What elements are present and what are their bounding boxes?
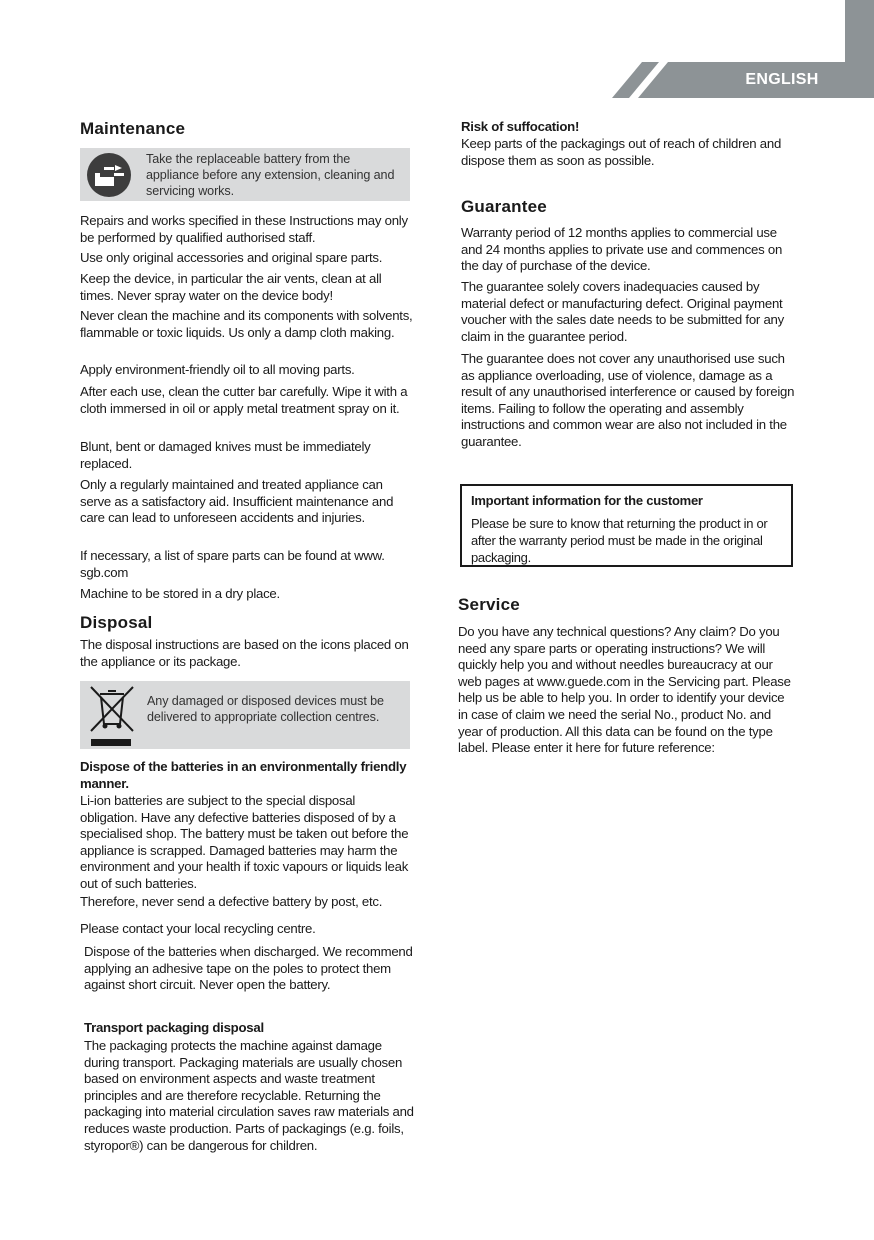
suffocation-text: Keep parts of the packagings out of reach of children and dispose them as soon as possible. [461, 136, 782, 168]
transport-text: The packaging protects the machine against damage during transport. Packaging materials are usually chosen based on environment aspects and waste treatment principles and are therefore recyclable. Returning the packaging into material circulation saves raw materials and reduces waste production. Parts of packagings (e.g. foils, styropor®) can be dangerous for children. [84, 1038, 414, 1153]
discharged-text: Dispose of the batteries when discharged. We recommend applying an adhesive tape on the poles to protect them against short circuit. Never open the battery. [84, 944, 413, 993]
maintenance-title: Maintenance [80, 119, 186, 138]
maintenance-paragraph: Never clean the machine and its components with solvents, flammable or toxic liquids. Us only a damp cloth making. [80, 308, 413, 340]
maintenance-paragraph: After each use, clean the cutter bar carefully. Wipe it with a cloth immersed in oil or apply metal treatment spray on it. [80, 384, 408, 416]
maintenance-paragraph: Repairs and works specified in these Instructions may only be performed by qualified authorised staff. [80, 213, 408, 245]
batteries-text: Li-ion batteries are subject to the special disposal obligation. Have any defective batteries disposed of by a specialised shop. The battery must be taken out before the appliance is scrapped. Damaged batteries may harm the environment and your health if toxic vapours or liquids leak out of such batteries. [80, 793, 409, 891]
recycling-text: Please contact your local recycling centre. [80, 921, 316, 936]
disposal-notice-text: Any damaged or disposed devices must be delivered to appropriate collection centres. [147, 694, 384, 724]
guarantee-paragraph: Warranty period of 12 months applies to commercial use and 24 months applies to private use and commences on the day of purchase of the device. [461, 225, 783, 274]
batteries-text-2: Therefore, never send a defective battery by post, etc. [80, 894, 383, 909]
maintenance-paragraph: If necessary, a list of spare parts can be found at www. sgb.com [80, 548, 385, 580]
maintenance-paragraph: Keep the device, in particular the air vents, clean at all times. Never spray water on the device body! [80, 271, 382, 303]
guarantee-title: Guarantee [461, 197, 547, 216]
service-title: Service [458, 595, 520, 614]
transport-heading: Transport packaging disposal [84, 1020, 264, 1035]
disposal-intro: The disposal instructions are based on the icons placed on the appliance or its package. [80, 637, 409, 669]
customer-info-title: Important information for the customer [471, 493, 703, 508]
batteries-heading: Dispose of the batteries in an environmentally friendly manner. [80, 759, 407, 791]
guarantee-paragraph: The guarantee solely covers inadequacies caused by material defect or manufacturing defect. Original payment voucher with the sales date needs to be submitted for any claim in the guarantee period. [461, 279, 784, 344]
suffocation-heading: Risk of suffocation! [461, 119, 580, 134]
language-banner [612, 62, 874, 98]
maintenance-paragraph: Apply environment-friendly oil to all moving parts. [80, 362, 355, 377]
disposal-notice [80, 681, 410, 749]
customer-info-text: Please be sure to know that returning the product in or after the warranty period must be made in the original packaging. [471, 516, 768, 565]
crossed-out-bin-icon [88, 684, 136, 746]
maintenance-notice [80, 148, 410, 201]
guarantee-paragraph: The guarantee does not cover any unauthorised use such as appliance overloading, use of violence, damage as a result of any unauthorised interference or caused by foreign items. Failing to follow the operating and assembly instructions and common wear are also not included in the guarantee. [461, 351, 795, 449]
maintenance-paragraph: Use only original accessories and original spare parts. [80, 250, 383, 265]
language-label: ENGLISH [745, 71, 819, 88]
maintenance-paragraph: Machine to be stored in a dry place. [80, 586, 280, 601]
maintenance-notice-text: Take the replaceable battery from the appliance before any extension, cleaning and servicing works. [146, 152, 395, 198]
disposal-title: Disposal [80, 613, 153, 632]
maintenance-paragraph: Only a regularly maintained and treated appliance can serve as a satisfactory aid. Insufficient maintenance and care can lead to unforeseen accidents and injuries. [80, 477, 394, 526]
customer-info-box [460, 484, 793, 567]
battery-removal-icon [86, 152, 132, 198]
service-text: Do you have any technical questions? Any claim? Do you need any spare parts or operating instructions? We will quickly help you and without needles bureaucracy at our web pages at www.guede.com in the Servicing part. Please help us be able to help you. In order to identify your device in case of claim we need the serial No., product No. and year of production. All this data can be found on the type label. Please enter it here for future reference: [458, 624, 791, 756]
maintenance-paragraph: Blunt, bent or damaged knives must be immediately replaced. [80, 439, 371, 471]
